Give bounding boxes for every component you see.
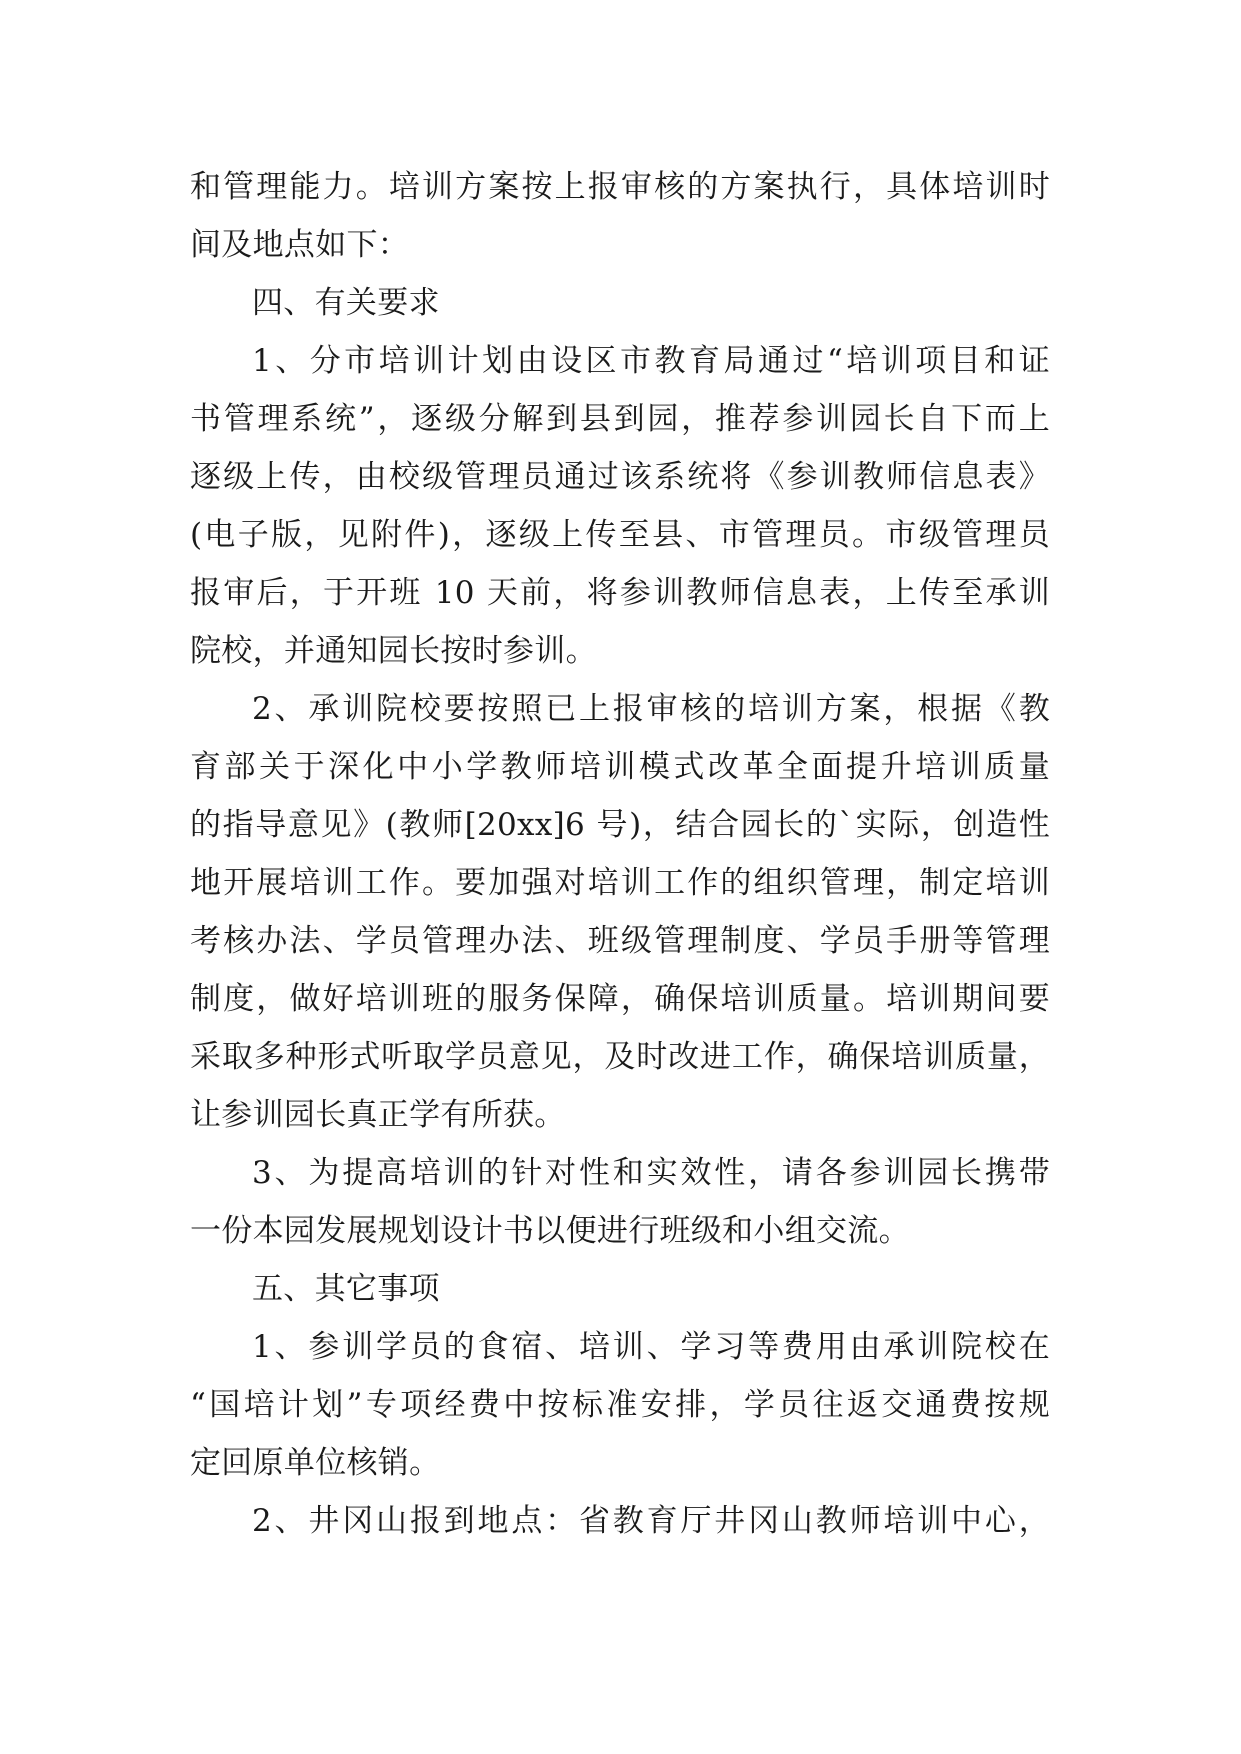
text-line: 制度，做好培训班的服务保障，确保培训质量。培训期间要 [190,981,1050,1017]
text-line: 2、井冈山报到地点：省教育厅井冈山教师培训中心， [252,1503,1050,1539]
text-line: 一份本园发展规划设计书以便进行班级和小组交流。 [190,1213,910,1249]
text-line: 让参训园长真正学有所获。 [190,1097,566,1133]
text-line: 1、分市培训计划由设区市教育局通过“培训项目和证 [252,343,1050,379]
text-line: 报审后，于开班 10 天前，将参训教师信息表，上传至承训 [190,575,1050,611]
text-line: 育部关于深化中小学教师培训模式改革全面提升培训质量 [190,749,1050,785]
text-line: 院校，并通知园长按时参训。 [190,633,597,669]
text-line: 地开展培训工作。要加强对培训工作的组织管理，制定培训 [190,865,1050,901]
text-line: 1、参训学员的食宿、培训、学习等费用由承训院校在 [252,1329,1050,1365]
text-line: 书管理系统”，逐级分解到县到园，推荐参训园长自下而上 [190,401,1050,437]
text-line: 逐级上传，由校级管理员通过该系统将《参训教师信息表》 [190,459,1050,495]
section-heading: 五、其它事项 [252,1271,440,1307]
text-line: 和管理能力。培训方案按上报审核的方案执行，具体培训时 [190,169,1050,205]
text-line: (电子版，见附件)，逐级上传至县、市管理员。市级管理员 [190,517,1050,553]
text-line: 2、承训院校要按照已上报审核的培训方案，根据《教 [252,691,1050,727]
text-line: 定回原单位核销。 [190,1445,441,1481]
text-line: 考核办法、学员管理办法、班级管理制度、学员手册等管理 [190,923,1050,959]
text-line: 采取多种形式听取学员意见，及时改进工作，确保培训质量， [190,1039,1050,1075]
text-line: 间及地点如下： [190,227,410,263]
section-heading: 四、有关要求 [252,285,440,321]
text-line: “国培计划”专项经费中按标准安排，学员往返交通费按规 [190,1387,1050,1423]
text-line: 3、为提高培训的针对性和实效性，请各参训园长携带 [252,1155,1050,1191]
text-line: 的指导意见》(教师[20xx]6 号)，结合园长的`实际，创造性 [190,807,1050,843]
